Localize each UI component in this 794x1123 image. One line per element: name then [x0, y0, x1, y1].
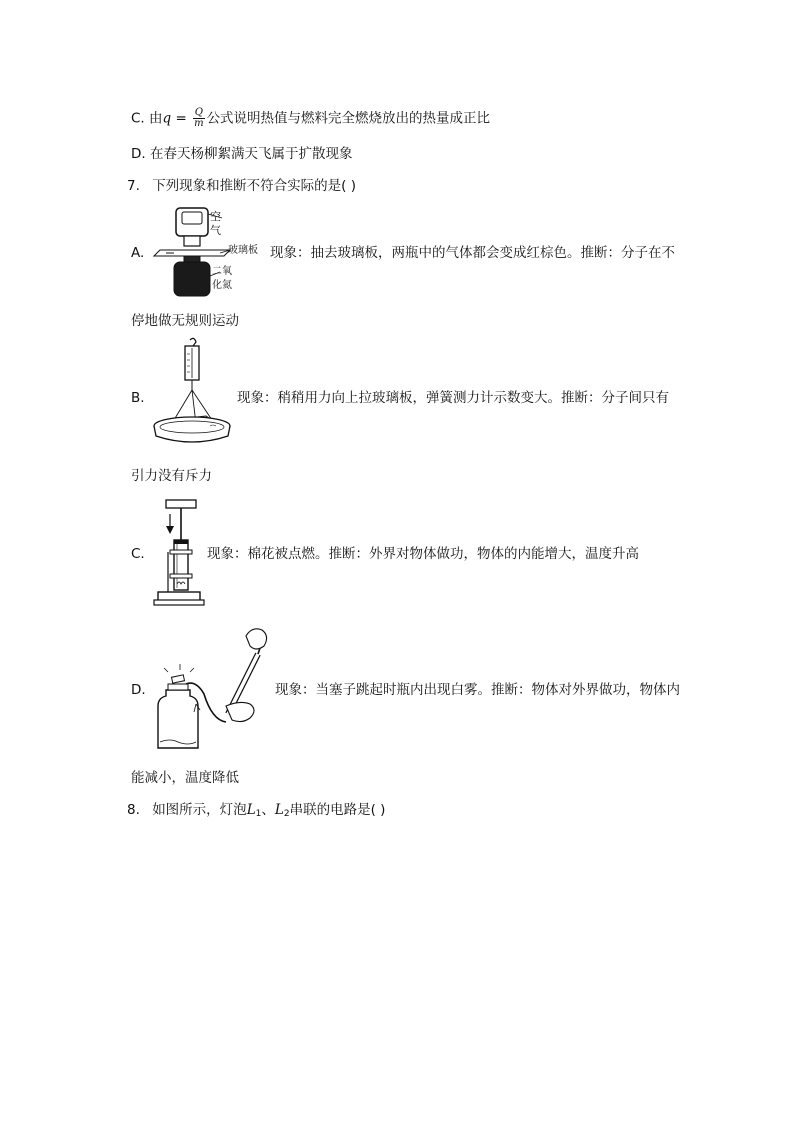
option-text: 在春天杨柳絮满天飞属于扩散现象 — [149, 146, 353, 162]
option-letter: D. — [131, 146, 146, 162]
bulb-l2: L — [274, 802, 284, 818]
q7-option-d-line1: 现象：当塞子跳起时瓶内出现白雾。推断：物体对外界做功，物体内 — [275, 682, 680, 698]
label-air-1: 空 — [210, 210, 221, 223]
label-air-2: 气 — [210, 224, 221, 237]
q7-option-a-line2: 停地做无规则运动 — [131, 313, 239, 329]
air-compression-tube-figure — [152, 496, 206, 610]
q7-option-b-line2: 引力没有斥力 — [131, 468, 212, 484]
option-letter: C. — [131, 110, 145, 127]
label-no2-1: 二氧 — [212, 266, 232, 277]
bulb-l1: L — [246, 802, 256, 818]
question-text-pre: 如图所示，灯泡 — [152, 802, 247, 818]
equals-sign: = — [171, 110, 192, 127]
q7-option-b-letter: B. — [131, 390, 145, 406]
q7-option-a-line1: 现象：抽去玻璃板，两瓶中的气体都会变成红棕色。推断：分子在不 — [270, 245, 675, 261]
q6-option-c — [131, 108, 490, 129]
q8-stem — [127, 801, 385, 823]
q6-option-d — [131, 145, 352, 163]
fraction-q-over-m — [193, 108, 204, 129]
q7-option-d-letter: D. — [131, 682, 146, 698]
bulb-l2-subscript: 2 — [283, 809, 290, 819]
spring-scale-glass-figure — [150, 336, 236, 446]
q7-option-d-line2: 能减小，温度降低 — [131, 770, 239, 786]
q7-option-c-letter: C. — [131, 546, 145, 562]
bulb-l1-subscript: 1 — [255, 809, 262, 819]
q7-option-a-letter: A. — [131, 245, 145, 261]
diffusion-bottles-figure — [150, 204, 270, 300]
q7-stem — [127, 177, 356, 195]
option-text-post: 公式说明热值与燃料完全燃烧放出的热量成正比 — [206, 110, 491, 127]
label-no2-2: 化氮 — [212, 280, 232, 291]
q7-option-b-line1: 现象：稍稍用力向上拉玻璃板，弹簧测力计示数变大。推断：分子间只有 — [237, 390, 669, 406]
fraction-denominator: m — [194, 118, 204, 129]
q7-option-c-line1: 现象：棉花被点燃。推断：外界对物体做功，物体的内能增大，温度升高 — [207, 546, 639, 562]
label-glass-plate: 玻璃板 — [228, 245, 258, 256]
question-text-post: 串联的电路是( ) — [289, 802, 386, 818]
fraction-numerator: Q — [194, 107, 203, 118]
question-text: 下列现象和推断不符合实际的是( ) — [152, 178, 357, 194]
bottle-pump-figure — [150, 624, 270, 754]
question-number: 8. — [127, 802, 140, 818]
var-q: q — [162, 110, 172, 127]
separator: 、 — [261, 802, 275, 818]
question-number: 7. — [127, 178, 140, 194]
option-text-pre: 由 — [149, 110, 163, 127]
